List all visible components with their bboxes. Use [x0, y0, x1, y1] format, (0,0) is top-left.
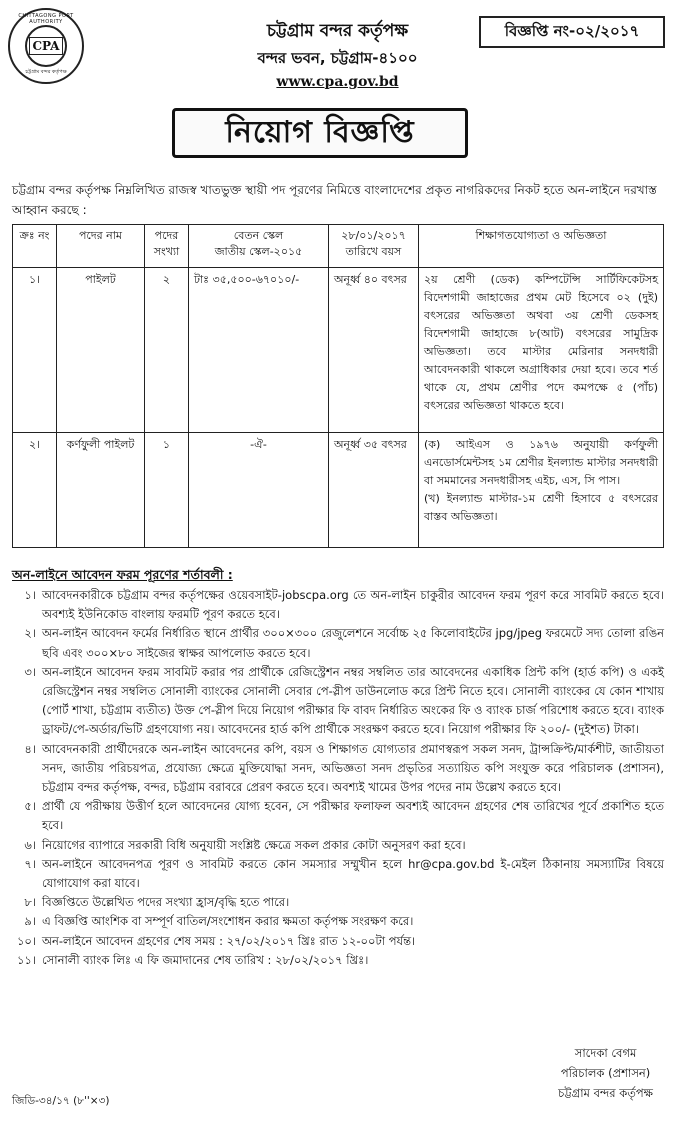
item-number: ৫। — [24, 799, 36, 814]
header-qualification: শিক্ষাগতযোগ্যতা ও অভিজ্ঞতা — [419, 225, 664, 268]
logo-mark: CPA — [29, 37, 62, 55]
cell-age: অনূর্ধ্ব ৪০ বৎসর — [329, 268, 419, 433]
logo-arc-bottom: চট্টগ্রাম বন্দর কর্তৃপক্ষ — [25, 69, 67, 75]
table-row — [13, 268, 664, 433]
notice-title-box — [172, 108, 468, 158]
header-pay-line1: বেতন স্কেল — [233, 229, 284, 242]
cell-count: ১ — [145, 433, 189, 548]
list-item — [12, 893, 664, 912]
table-row — [13, 433, 664, 548]
item-text: বিজ্ঞপ্তিতে উল্লেখিত পদের সংখ্যা হ্রাস/বৃদ্ধি হতে পারে। — [42, 895, 290, 910]
item-number: ১। — [24, 588, 36, 602]
signature-block — [558, 1043, 653, 1103]
item-text: অন-লাইনে আবেদন গ্রহণের শেষ সময় : ২৭/০২/২০১৭ খ্রিঃ রাত ১২-০০টা পর্যন্ত। — [42, 933, 416, 948]
header-pay-line2: জাতীয় স্কেল-২০১৫ — [214, 245, 303, 258]
item-text: আবেদনকারী প্রার্থীদেরকে অন-লাইন আবেদনের কপি, বয়স ও শিক্ষাগত যোগ্যতার প্রমাণস্বরূপ সকল সনদ, ট্রান্সক্রিপ্ট/মার্কশীট, জাতীয়তা সনদ, জাতীয় পরিচয়পত্র, প্রযোজ্য ক্ষেত্রে মুক্তিযোদ্ধা সনদ, অভিজ্ঞতা সনদ প্রভৃতির সত্যায়িত কপি সংযুক্ত করে পরিচালক (প্রশাসন), চট্টগ্রাম বন্দর কর্তৃপক্ষ, বন্দর, চট্টগ্রাম বরাবরে প্রেরণ করতে হবে। অবশ্যই খামের উপর পদের নাম উল্লেখ করতে হবে। — [42, 741, 664, 795]
conditions-title: অন-লাইনে আবেদন ফরম পূরণের শর্তাবলী : — [12, 567, 233, 582]
item-number: ৮। — [24, 895, 36, 910]
notice-number-box — [479, 16, 665, 48]
cell-age: অনূর্ধ্ব ৩৫ বৎসর — [329, 433, 419, 548]
footer-code: জিডি-৩৪/১৭ (৮''×৩) — [12, 1095, 110, 1107]
item-number: ৩। — [24, 664, 36, 679]
list-item — [12, 797, 664, 835]
list-item — [12, 836, 664, 855]
qualification-part-a: (ক) আইএস ও ১৯৭৬ অনুযায়ী কর্ণফুলী এনডোর্সমেন্টসহ ১ম শ্রেণীর ইনল্যান্ড মাস্টার সনদধারী বা সমমানের সনদধারীসহ এইচ, এস, সি পাস। — [424, 438, 658, 487]
list-item — [12, 912, 664, 931]
header-age-line1: ২৮/০১/২০১৭ — [341, 229, 406, 242]
organization-name: চট্টগ্রাম বন্দর কর্তৃপক্ষ — [266, 21, 409, 41]
notice-title: নিয়োগ বিজ্ঞপ্তি — [225, 114, 415, 150]
intro-paragraph: চট্টগ্রাম বন্দর কর্তৃপক্ষ নিম্নলিখিত রাজস্ব খাতভুক্ত স্থায়ী পদ পূরণের নিমিত্তে বাংলাদেশের প্রকৃত নাগরিকদের নিকট হতে অন-লাইনে দরখাস্ত আহ্বান করছে : — [12, 183, 657, 217]
item-text: অন-লাইনে আবেদন ফরম সাবমিট করার পর প্রার্থীকে রেজিস্ট্রেশন নম্বর সম্বলিত তার আবেদনের একাধিক প্রিন্ট কপি (হার্ড কপি) ও একই রেজিস্ট্রেশন নম্বর সম্বলিত সোনালী ব্যাংকের সোনালী সেবার পে-স্লীপ ডাউনলোড করে প্রিন্ট নিতে হবে। সোনালী ব্যাংকের যে কোন শাখায় (পোর্ট শাখা, চট্টগ্রাম ব্যতীত) উক্ত পে-স্লীপ দিয়ে নিয়োগ পরীক্ষার ফি বাবদ নির্ধারিত অংকের ফি ও ব্যাংক চার্জ পরিশোধ করতে হবে। ব্যাংক ড্রাফট/পে-অর্ডার/ভিটি গ্রহণযোগ্য নয়। আবেদনের হার্ড কপি প্রার্থীকে সংরক্ষণ করতে হবে। নিয়োগ পরীক্ষার ফি ২০০/- (দুইশত) টাকা। — [42, 664, 664, 737]
organization-address: বন্দর ভবন, চট্টগ্রাম-৪১০০ — [257, 49, 418, 67]
cell-qualification: ২য় শ্রেণী (ডেক) কম্পিটেন্সি সার্টিফিকেটসহ বিদেশগামী জাহাজের প্রথম মেট হিসেবে ০২ (দুই) বৎসরের অভিজ্ঞতা অথবা ৩য় শ্রেণী ডেকসহ বিদেশগামী জাহাজে ৮(আট) বৎসরের সামুদ্রিক অভিজ্ঞতা। তবে মাস্টার মেরিনার সনদধারী আবেদনকারী থাকলে অগ্রাধিকার দেয়া হবে। তবে শর্ত থাকে যে, প্রথম শ্রেণীর পদে কমপক্ষে ৫ (পাঁচ) বৎসরের অভিজ্ঞতা থাকতে হবে। — [419, 268, 664, 433]
cell-serial: ২। — [13, 433, 57, 548]
header-serial: ক্রঃ নং — [13, 225, 57, 268]
header-pay — [189, 225, 329, 268]
notice-number: বিজ্ঞপ্তি নং-০২/২০১৭ — [504, 21, 640, 40]
cell-serial: ১। — [13, 268, 57, 433]
cell-pay: টাঃ ৩৫,৫০০-৬৭০১০/- — [189, 268, 329, 433]
list-item — [12, 951, 664, 970]
list-item — [12, 663, 664, 740]
conditions-list — [12, 586, 664, 970]
item-number: ৪। — [24, 741, 36, 756]
item-text: এ বিজ্ঞপ্তি আংশিক বা সম্পূর্ণ বাতিল/সংশোধন করার ক্ষমতা কর্তৃপক্ষ সংরক্ষণ করে। — [42, 914, 414, 929]
list-item — [12, 624, 664, 662]
header-age — [329, 225, 419, 268]
qualification-part-b: (খ) ইনল্যান্ড মাস্টার-১ম শ্রেণী হিসাবে ৫ বৎসরের বাস্তব অভিজ্ঞতা। — [424, 492, 658, 523]
signatory-organization: চট্টগ্রাম বন্দর কর্তৃপক্ষ — [558, 1086, 653, 1100]
header-post: পদের নাম — [57, 225, 145, 268]
cell-post: কর্ণফুলী পাইলট — [57, 433, 145, 548]
list-item — [12, 586, 664, 624]
item-text: প্রার্থী যে পরীক্ষায় উত্তীর্ণ হলে আবেদনের যোগ্য হবেন, সে পরীক্ষার ফলাফল অবশ্যই আবেদন গ্রহণের শেষ তারিখের পূর্বে প্রকাশিত হতে হবে। — [42, 799, 664, 833]
cell-post: পাইলট — [57, 268, 145, 433]
list-item — [12, 932, 664, 951]
logo-arc-top: CHITTAGONG PORT AUTHORITY — [18, 13, 74, 25]
item-number: ৭। — [24, 856, 36, 871]
item-number: ১০। — [16, 933, 36, 948]
posts-table — [12, 224, 664, 548]
cell-pay: -ঐ- — [189, 433, 329, 548]
header-count: পদের সংখ্যা — [145, 225, 189, 268]
signatory-name: সাদেকা বেগম — [574, 1046, 637, 1060]
item-number: ৬। — [24, 837, 36, 852]
item-text: নিয়োগের ব্যাপারে সরকারী বিধি অনুযায়ী সংশ্লিষ্ট ক্ষেত্রে সকল প্রকার কোটা অনুসরণ করা হবে। — [42, 837, 466, 852]
list-item — [12, 740, 664, 798]
item-text: আবেদনকারীকে চট্টগ্রাম বন্দর কর্তৃপক্ষের ওয়েবসাইট-jobscpa.org তে অন-লাইন চাকুরীর আবেদন ফরম পূরণ করে সাবমিট করতে হবে। অবশ্যই ইউনিকোড বাংলায় ফরমটি পূরণ করতে হবে। — [42, 588, 664, 622]
cell-qualification — [419, 433, 664, 548]
item-number: ১১। — [16, 952, 36, 967]
item-text: সোনালী ব্যাংক লিঃ এ ফি জমাদানের শেষ তারিখ : ২৮/০২/২০১৭ খ্রিঃ। — [42, 952, 369, 967]
item-number: ২। — [24, 626, 36, 641]
table-header-row — [13, 225, 664, 268]
list-item — [12, 855, 664, 893]
item-text: অন-লাইন আবেদন ফর্মের নির্ধারিত স্থানে প্রার্থীর ৩০০×৩০০ রেজুলেশনে সর্বোচ্চ ২৫ কিলোবাইটের jpg/jpeg ফরমেটে সদ্য তোলা রঙিন ছবি এবং ৩০০×৮০ সাইজের স্বাক্ষর আপলোড করতে হবে। — [42, 626, 664, 660]
website-link[interactable]: www.cpa.gov.bd — [276, 74, 399, 90]
cell-count: ২ — [145, 268, 189, 433]
item-text: অন-লাইনে আবেদনপত্র পূরণ ও সাবমিট করতে কোন সমস্যার সম্মুখীন হলে hr@cpa.gov.bd ই-মেইল ঠিকানায় সমস্যাটির বিষয়ে যোগাযোগ করা যাবে। — [42, 856, 664, 891]
signatory-designation: পরিচালক (প্রশাসন) — [560, 1066, 651, 1080]
header-age-line2: তারিখে বয়স — [345, 245, 402, 258]
item-number: ৯। — [24, 914, 36, 929]
